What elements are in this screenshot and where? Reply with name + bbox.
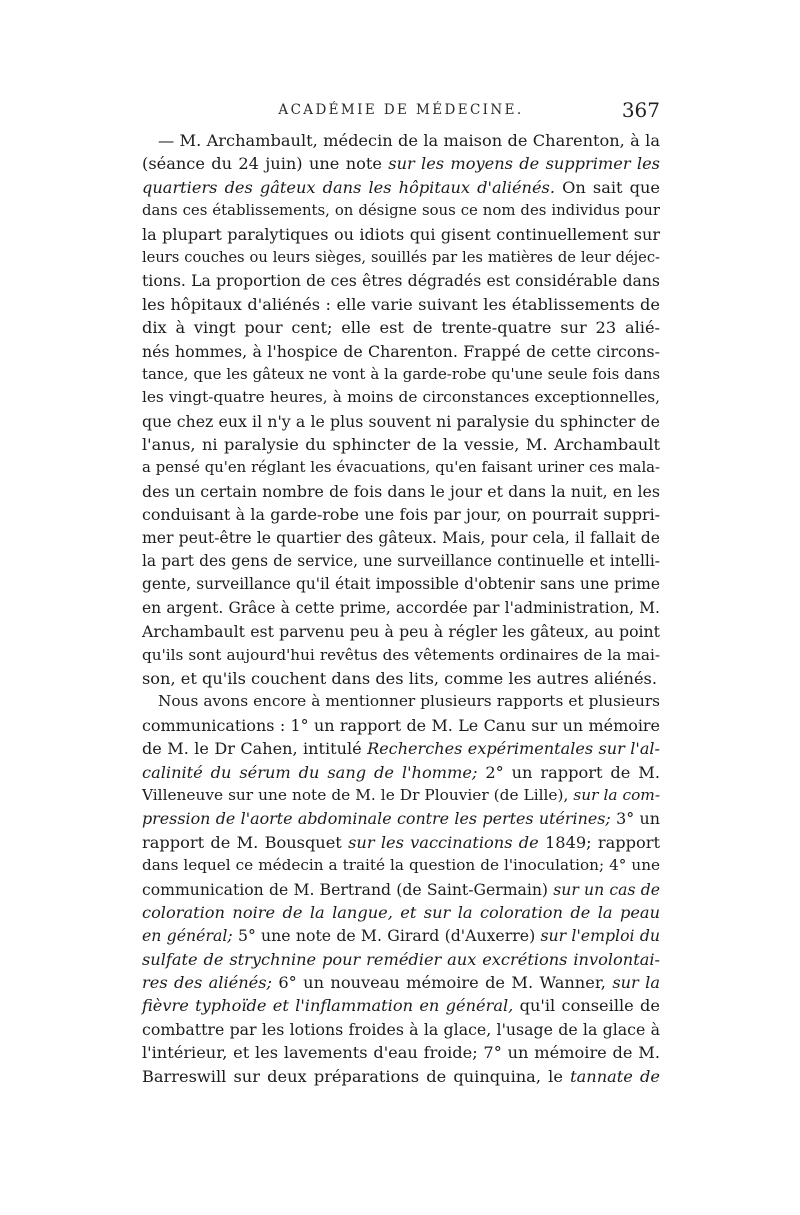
page-number: 367 — [621, 98, 660, 122]
text-run: nés hommes, à l'hospice de Charenton. Frappé de cette circons- — [142, 341, 660, 361]
italic-run: coloration noire de la langue, et sur la coloration de la peau — [142, 902, 660, 922]
text-line — [142, 152, 660, 175]
text-run: 3° un — [610, 809, 660, 829]
italic-run: quartiers des gâteux dans les hôpitaux d'aliénés. — [142, 177, 556, 197]
text-line — [142, 199, 660, 222]
text-line — [142, 480, 660, 503]
text-run: 2° un rapport de M. — [477, 762, 660, 782]
text-line — [142, 386, 660, 409]
text-run: qu'ils sont aujourd'hui revêtus des vêtements ordinaires de la mai- — [142, 645, 660, 664]
text-line — [142, 129, 660, 152]
text-run: leurs couches ou leurs sièges, souillés par les matières de leur déjec- — [142, 248, 660, 266]
text-line — [142, 550, 660, 573]
text-run: la part des gens de service, une surveillance continuelle et intelli- — [142, 552, 660, 571]
text-line — [142, 644, 660, 667]
italic-run: tannate de — [570, 1066, 660, 1086]
text-line — [142, 807, 660, 830]
text-line — [142, 854, 660, 877]
italic-run: Recherches expérimentales sur l'al- — [367, 739, 660, 759]
text-run: Villeneuve sur une note de M. le Dr Plouvier (de Lille), — [142, 785, 574, 804]
text-run: gente, surveillance qu'il était impossible d'obtenir sans une prime — [142, 575, 660, 594]
text-run: son, et qu'ils couchent dans des lits, comme les autres aliénés. — [142, 668, 658, 688]
text-line — [142, 246, 660, 269]
body-text — [142, 129, 660, 1088]
italic-run: pression de l'aorte abdominale contre les pertes utérines; — [142, 809, 611, 829]
text-line — [142, 316, 660, 339]
text-line — [142, 573, 660, 596]
text-run: qu'il conseille de — [513, 996, 660, 1016]
italic-run: sur la com- — [573, 785, 661, 804]
text-line — [142, 714, 660, 737]
text-run: dans lequel ce médecin a traité la question de l'inoculation; 4° une — [142, 856, 660, 875]
italic-run: res des aliénés; — [142, 973, 272, 993]
italic-run: sur les vaccinations de — [348, 832, 539, 852]
text-line — [142, 410, 660, 433]
text-line — [142, 1041, 660, 1064]
text-run: On sait que — [555, 177, 660, 197]
text-run: l'intérieur, et les lavements d'eau froide; 7° un mémoire de M. — [142, 1043, 660, 1063]
text-run: conduisant à la garde-robe une fois par jour, on pourrait suppri- — [142, 505, 660, 525]
text-run: de M. le Dr Cahen, intitulé — [142, 739, 368, 759]
text-line — [142, 924, 660, 947]
text-line — [142, 176, 660, 199]
italic-run: sur un cas de — [553, 879, 660, 899]
text-line — [142, 761, 660, 784]
text-line — [142, 269, 660, 292]
text-run: Barreswill sur deux préparations de quinquina, le — [142, 1066, 571, 1086]
text-line — [142, 948, 660, 971]
text-run: combattre par les lotions froides à la glace, l'usage de la glace à — [142, 1019, 660, 1039]
text-run: communication de M. Bertrand (de Saint-Germain) — [142, 879, 554, 899]
text-run: les vingt-quatre heures, à moins de circonstances exceptionnelles, — [142, 388, 660, 407]
text-line — [142, 737, 660, 760]
text-run: dans ces établissements, on désigne sous ce nom des individus pour — [142, 201, 660, 220]
text-run: 6° un nouveau mémoire de M. Wanner, — [272, 973, 613, 993]
italic-run: calinité du sérum du sang de l'homme; — [142, 762, 478, 782]
text-line — [142, 994, 660, 1017]
text-line — [142, 690, 660, 713]
running-head — [142, 98, 660, 126]
text-line — [142, 363, 660, 386]
italic-run: sulfate de strychnine pour remédier aux excrétions involontai- — [142, 949, 660, 969]
text-line — [142, 971, 660, 994]
text-run: des un certain nombre de fois dans le jour et dans la nuit, en les — [142, 481, 660, 501]
text-line — [142, 527, 660, 550]
italic-run: sur l'emploi du — [540, 926, 661, 946]
text-run: 1849; rapport — [538, 832, 661, 852]
text-line — [142, 1018, 660, 1041]
text-run: Archambault est parvenu peu à peu à régler les gâteux, au point — [142, 622, 660, 642]
text-line — [142, 1065, 660, 1088]
text-line — [142, 340, 660, 363]
text-line — [142, 597, 660, 620]
text-line — [142, 293, 660, 316]
text-run: la plupart paralytiques ou idiots qui gisent continuellement sur — [142, 224, 660, 244]
text-line — [142, 831, 660, 854]
text-line — [142, 901, 660, 924]
text-run: Nous avons encore à mentionner plusieurs rapports et plusieurs — [158, 692, 660, 711]
text-run: (séance du 24 juin) une note — [142, 154, 389, 174]
italic-run: sur la — [612, 973, 660, 993]
text-run: dix à vingt pour cent; elle est de trente-quatre sur 23 alié- — [142, 318, 660, 338]
text-run: en argent. Grâce à cette prime, accordée par l'administration, M. — [142, 598, 660, 617]
text-run: les hôpitaux d'aliénés : elle varie suivant les établissements de — [142, 294, 660, 314]
text-run: — M. Archambault, médecin de la maison de Charenton, à la — [158, 131, 660, 150]
text-run: rapport de M. Bousquet — [142, 832, 349, 852]
text-line — [142, 503, 660, 526]
text-run: tions. La proportion de ces êtres dégradés est considérable dans — [142, 271, 660, 291]
text-run: mer peut-être le quartier des gâteux. Mais, pour cela, il fallait de — [142, 528, 660, 547]
text-line — [142, 784, 660, 807]
text-line — [142, 433, 660, 456]
text-run: a pensé qu'en réglant les évacuations, qu'en faisant uriner ces mala- — [142, 459, 660, 477]
text-run: tance, que les gâteux ne vont à la garde-robe qu'une seule fois dans — [142, 364, 660, 383]
text-run: l'anus, ni paralysie du sphincter de la vessie, M. Archambault — [142, 435, 660, 455]
running-title: ACADÉMIE DE MÉDECINE. — [278, 102, 524, 118]
text-line — [142, 456, 660, 479]
italic-run: en général; — [142, 926, 233, 946]
text-run: communications : 1° un rapport de M. Le Canu sur un mémoire — [142, 715, 660, 735]
text-line — [142, 878, 660, 901]
text-run: 5° une note de M. Girard (d'Auxerre) — [232, 926, 541, 946]
italic-run: sur les moyens de supprimer les — [388, 154, 660, 174]
text-line — [142, 667, 660, 690]
text-run: que chez eux il n'y a le plus souvent ni paralysie du sphincter de — [142, 411, 660, 431]
text-line — [142, 620, 660, 643]
text-line — [142, 223, 660, 246]
italic-run: fièvre typhoïde et l'inflammation en général, — [142, 996, 514, 1016]
